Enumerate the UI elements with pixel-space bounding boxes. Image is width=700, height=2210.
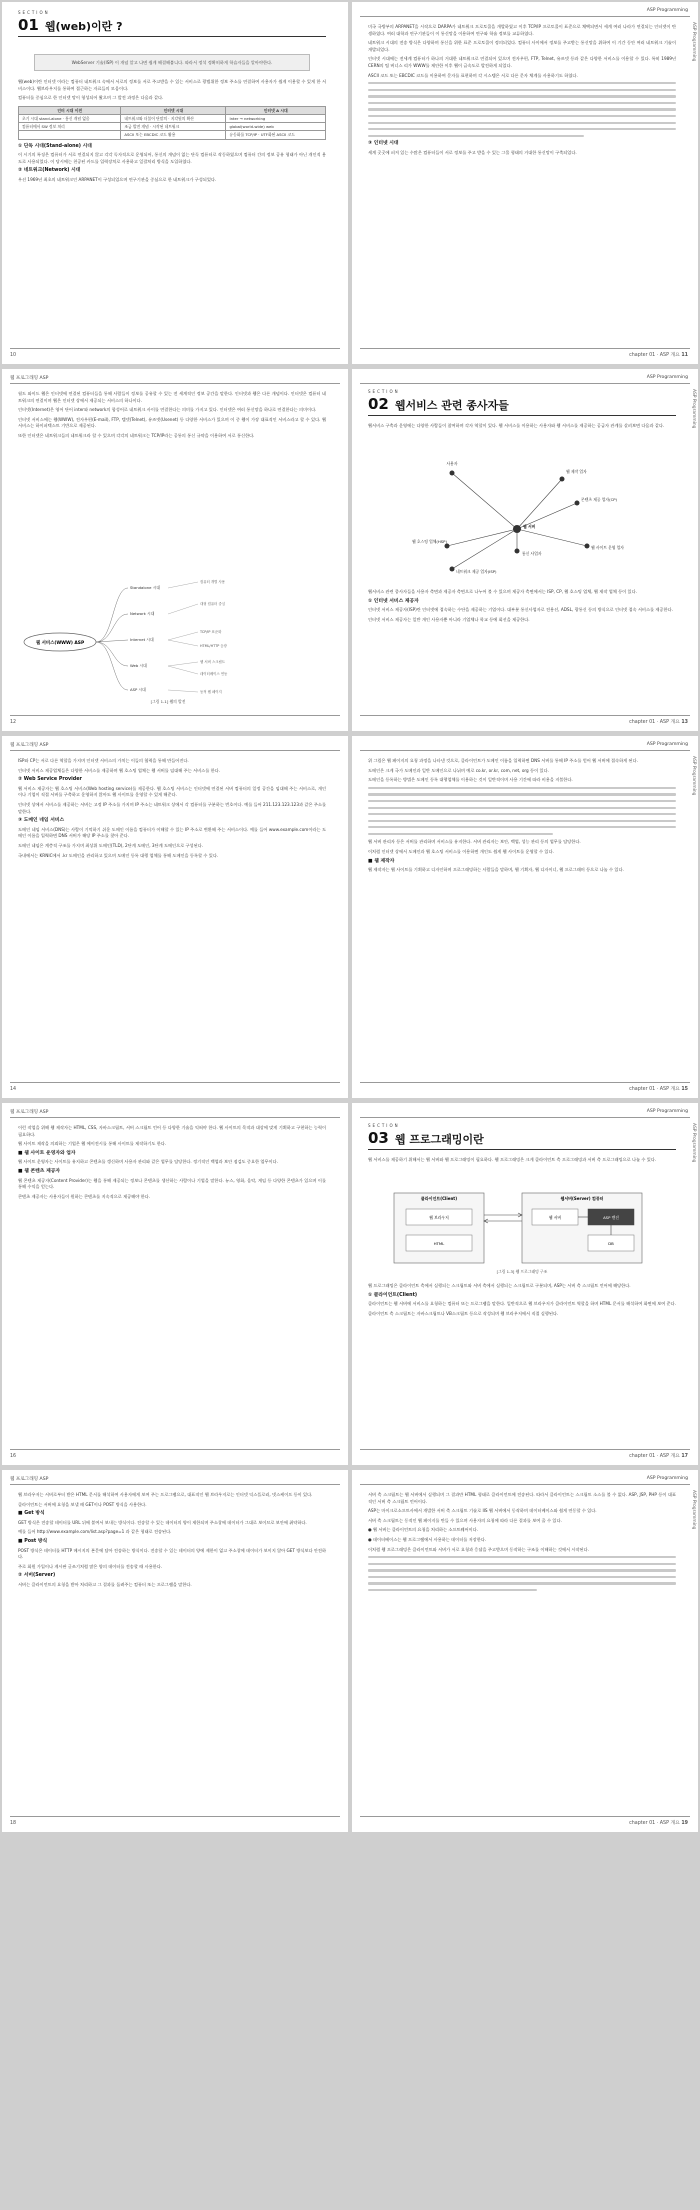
paragraph: 웹 사이트 운영자는 사이트를 유지하고 콘텐츠를 갱신하며 사용자 관리와 같은 업무를 담당한다. 정기적인 백업과 보안 점검도 중요한 업무이다. [18,1159,278,1165]
paragraph: 인터넷 서비스 제공업체들은 다양한 서비스를 제공하며 웹 호스팅 업체는 웹 서버를 임대해 주는 서비스를 한다. [18,767,221,773]
diagram-box: 웹 서버 [548,1215,562,1220]
footer-chapter: chapter 01 · ASP 개요 [629,1454,680,1459]
mindmap-leaf: 데이터베이스 연동 [200,672,228,676]
paragraph: 웹 사이트 제작을 의뢰하는 기업은 웹 에이전시를 통해 사이트를 제작하기도 한다. [18,1141,167,1147]
subheading: ■ 웹 제작자 [368,858,395,864]
mindmap-branch: Network 시대 [130,611,155,616]
paragraph: 컴퓨터를 중심으로 한 인터넷 망이 형성되어 왔으며 그 발전 과정은 다음과 같다. [18,95,164,101]
paragraph: 이 시기의 특징은 컴퓨터가 서로 연결되지 않고 각각 독자적으로 운영되어, 통신의 개념이 없는 단독 컴퓨터로 작동하였으며 컴퓨터 간의 정보 공유 형태가 아닌 개인적 용도로 사용되었다. 이 당시에는 천공된 카드를 입력장치로 사용하고 일괄처리 방식을 도입하였다. [18,152,326,164]
paragraph: 웹 서버 관리자 등은 서버를 관리하며 서비스를 유지한다. 서버 관리자는 보안, 백업, 성능 관리 등의 업무를 담당한다. [368,839,581,845]
paragraph: 인터넷 상에서 서비스를 제공하는 서버는 고정 IP 주소를 가지며 IP 주소는 네트워크 상에서 각 컴퓨터를 구분하는 번호이다. 예를 들어 211.123.123.123과 같은 주소를 말한다. [18,801,326,814]
paragraph: 웹서비스 구축과 운영에는 다양한 사람들이 참여하며 각자 역할이 있다. 웹 서비스를 이용하는 사용자와 웹 서비스를 제공하는 공급자 관계를 살펴보면 다음과 같다. [368,423,665,428]
paragraph: 도메인 네임은 계층적 구조를 가지며 최상위 도메인(TLD), 2단계 도메인, 3단계 도메인으로 구성된다. [18,842,204,848]
page-15 [352,736,698,1098]
paragraph: 클라이언트 측 스크립트는 자바스크립트나 VB스크립트 등으로 작성되며 웹 브라우저에서 직접 실행된다. [368,1310,559,1316]
diagram-box: DB [608,1241,614,1246]
table-row [19,131,326,139]
paragraph: 인터넷(Internet)은 영어 단어 inter와 network의 합성어로 네트워크 사이를 연결한다는 의미를 가지고 있다. 인터넷은 여러 통신망을 하나로 연결한다는 의미이다. [18,407,317,413]
page-number: 16 [10,1454,17,1459]
mindmap-branch: Standalone 시대 [130,585,161,590]
paragraph: 이처럼 인터넷 상에서 도메인과 웹 호스팅 서비스를 이용하면 개인도 쉽게 웹 사이트를 운영할 수 있다. [368,849,554,854]
running-header: ASP Programming [646,742,688,747]
paragraph: POST 방식은 데이터를 HTTP 메시지의 본문에 담아 전송하는 방식이다. 전송할 수 있는 데이터의 양에 제한이 없고 주소창에 데이터가 보이지 않아 GET 방식보다 안전하다. [18,1547,326,1560]
diagram-box: ASP 엔진 [603,1215,619,1220]
subheading: ① 단독 시대(Stand-alone) 시대 [18,143,92,149]
web-programming-diagram [392,1189,652,1275]
table-cell: 네트워크와 더불어 단말의 · 지각원의 확산 [121,114,226,122]
subheading: ② 서버(Server) [18,1573,56,1579]
running-header: ASP Programming [646,1109,688,1114]
diagram-box: HTML [433,1241,445,1246]
figure-caption: [그림 1-3] 웹 프로그래밍 구조 [496,1269,548,1274]
section-number: 01 [18,16,39,34]
page-number: 11 [681,353,688,358]
paragraph: 웹 브라우저는 서버로부터 받은 HTML 문서를 해석하여 사용자에게 보여 주는 프로그램으로, 대표적인 웹 브라우저로는 인터넷 익스플로러, 넷스케이프 등이 있다. [18,1492,313,1497]
table-cell: Inter → networking [226,114,326,122]
paragraph: 클라이언트는 웹 서버에 서비스를 요청하는 컴퓨터 또는 프로그램을 말한다. 일반적으로 웹 브라우저가 클라이언트 역할을 하며 HTML 문서를 해석하여 화면에 보여 준다. [368,1301,676,1307]
paragraph: 세계 곳곳에 퍼져 있는 수많은 컴퓨터들이 서로 정보를 주고 받을 수 있는 그물 형태의 거대한 통신망이 구축되었다. [368,149,577,155]
paragraph: 웹 서비스 제공자는 웹 호스팅 서비스(Web hosting service)를 제공한다. 웹 호스팅 서비스는 인터넷에 연결된 서버 컴퓨터의 일정 공간을 임대해 주는 서비스로, 개인이나 기업이 직접 서버를 구축하고 운영하지 않아도 웹 사이트를 운영할 수 있게 해준다. [18,785,326,798]
page-14 [2,736,348,1098]
figure-caption: [그림 1-1] 웹의 발전 [150,699,186,704]
client-label: 클라이언트(Client) [420,1196,458,1201]
subheading: ③ 인터넷 시대 [368,141,399,147]
subheading: ② 네트워크(Network) 시대 [18,168,81,174]
mindmap-branch: Internet 시대 [130,637,154,642]
footer-chapter: chapter 01 · ASP 개요 [629,1821,680,1826]
table-cell: ASCII 또는 EBCDIC 코드 활용 [121,131,226,139]
page-number: 14 [10,1087,17,1092]
vertical-label: ASP Programming [691,389,696,429]
section-word: SECTION [18,10,50,15]
page-13 [352,369,698,731]
table-header: 인터 시대 이전 [19,106,121,114]
paragraph: 또한 인터넷은 네트워크들의 네트워크라 할 수 있으며 각각의 네트워크는 TCP/IP라는 공통의 통신 규약을 이용하여 서로 통신한다. [18,432,255,438]
page-17 [352,1103,698,1465]
paragraph: 국내에서는 KRNIC에서 .kr 도메인을 관리하고 있으며 도메인 등록 대행 업체를 통해 도메인을 등록할 수 있다. [18,852,219,858]
section-heading [368,389,676,416]
paragraph: 웹 제작자는 웹 사이트를 기획하고 디자인하며 프로그래밍하는 사람들을 말하며, 웹 기획자, 웹 디자이너, 웹 프로그래머 등으로 나눌 수 있다. [368,867,624,873]
table-cell [19,131,121,139]
web-evolution-mindmap [18,574,318,704]
table-row [19,123,326,131]
table-header: 인터넷 시대 [121,106,226,114]
page-19 [352,1470,698,1832]
vertical-label: ASP Programming [691,22,696,62]
footer-chapter: chapter 01 · ASP 개요 [629,1087,680,1092]
paragraph: 서버는 클라이언트의 요청을 받아 처리하고 그 결과를 돌려주는 컴퓨터 또는 프로그램을 말한다. [18,1581,192,1587]
diagram-node: 네트워크 제공 업자(ISP) [456,569,497,574]
paragraph: 인터넷 서비스에는 웹(WWW), 전자우편(E-mail), FTP, 텔넷(Telnet), 유즈넷(Usenet) 등 다양한 서비스가 있으며 이 중 웹이 가장 대표적인 서비스라고 할 수 있다. 웹 서비스는 하이퍼텍스트 기반으로 제공된다. [18,416,326,429]
paragraph: GET 방식은 전송할 데이터를 URL 뒤에 붙여서 보내는 방식이다. 전송할 수 있는 데이터의 양이 제한되며 주소창에 데이터가 그대로 보이므로 보안에 취약하다. [18,1519,307,1525]
mindmap-leaf: 컴퓨터 개별 사용 [200,580,226,584]
intro-box: WebServer 기술(ISP) 이 개념 알고 나면 쉽게 해결해봅니다. 따라서 정석 정확히하게 학습자들을 알아야한다. [34,54,310,71]
page-11 [352,2,698,364]
paragraph: 인터넷 서비스 제공자는 일반 개인 사용자뿐 아니라 기업체나 학교 등에 회선을 제공한다. [368,616,530,622]
running-header: 웹 프로그래밍 ASP [10,376,49,381]
table-cell: 유동화를 TCP/IP · UTF화된 ASCII 코드 [226,131,326,139]
mindmap-leaf: TCP/IP 표준화 [200,630,222,634]
bullet-item: ● 웹 서버는 클라이언트의 요청을 처리하는 소프트웨어이다. [368,1527,479,1533]
paragraph: 우선 1969년 최초의 네트워크인 ARPANET이 구성되었으며 연구기관을 중심으로 한 네트워크가 구성되었다. [18,176,217,182]
paragraph: ASP는 마이크로소프트사에서 개발한 서버 측 스크립트 기술로 IIS 웹 서버에서 동작하며 데이터베이스와 쉽게 연동할 수 있다. [368,1508,597,1514]
table-cell: 조금 발전 개념 · 시작된 네트워크 [121,123,226,131]
page-18 [2,1470,348,1832]
page-number: 17 [681,1454,688,1459]
paragraph: 웹서비스 관련 종사자들을 사용자 측면과 제공자 측면으로 나누어 볼 수 있으며 제공자 측면에서는 ISP, CP, 웹 호스팅 업체, 웹 제작 업체 등이 있다. [368,589,637,594]
vertical-label: ASP Programming [691,1123,696,1163]
paragraph: 콘텐츠 제공자는 사용자들이 원하는 콘텐츠를 지속적으로 제공해야 한다. [18,1193,151,1199]
diagram-node: 통신 사업자 [522,551,542,556]
mindmap-center-label: 웹 서비스(WWW) ASP [35,641,85,646]
paragraph: 서버 측 스크립트는 동적인 웹 페이지를 만들 수 있으며 사용자의 요청에 따라 다른 결과를 보여 줄 수 있다. [368,1517,562,1523]
table-header: 인터넷 A 시대 [226,106,326,114]
page-number: 15 [681,1087,688,1092]
page-10 [2,2,348,364]
table-row [19,114,326,122]
table-cell: 초기 시대 stand-alone · 통신 개념 없음 [19,114,121,122]
paragraph: 월드 와이드 웹은 인터넷에 연결된 컴퓨터들을 통해 사람들이 정보를 공유할 수 있는 전 세계적인 정보 공간을 말한다. 인터넷과 웹은 다른 개념이다. 인터넷은 컴퓨터 네트워크의 연결이며 웹은 인터넷 상에서 제공되는 서비스의 하나이다. [18,391,326,403]
bullet-item: ● 데이터베이스는 웹 프로그램에서 사용하는 데이터를 저장한다. [368,1536,487,1542]
paragraph: 웹 프로그래밍은 클라이언트 측에서 실행되는 스크립트와 서버 측에서 실행되는 스크립트로 구분되며, ASP는 서버 측 스크립트 언어에 해당한다. [368,1283,631,1288]
subheading: ① 클라이언트(Client) [368,1292,418,1298]
section-word: SECTION [368,1123,400,1128]
paragraph: ASCII 코드 또는 EBCDIC 코드를 이용하여 문자를 표현하며 각 시스템은 서로 다른 문자 체계를 사용하기도 하였다. [368,72,578,78]
running-header: 웹 프로그래밍 ASP [10,1110,49,1115]
table-cell: global(world-wide) web [226,123,326,131]
subheading: ■ 웹 사이트 운영자와 업자 [18,1150,76,1156]
paragraph: 네트워크 시대의 전송 방식은 다양하며 통신을 위한 표준 프로토콜이 정의되었다. 컴퓨터 사이에서 정보를 주고받는 통신망을 위하여 이 기간 동안 여러 네트워크 기술이 개발되었다. [368,40,676,52]
paragraph: 인터넷 서비스 제공자(ISP)란 인터넷에 접속하는 수단을 제공하는 기업이다. 대부분 통신사업자로 전용선, ADSL, 광통신 등의 방식으로 인터넷 접속 서비스를 제공한다. [368,607,673,613]
mindmap-branch: ASP 시대 [130,687,146,692]
paragraph: 서버 측 스크립트는 웹 서버에서 실행되며 그 결과만 HTML 형태로 클라이언트에 전송된다. 따라서 클라이언트는 스크립트 소스를 볼 수 없다. ASP, JSP, PHP 등이 대표적인 서버 측 스크립트 언어이다. [368,1492,676,1504]
paragraph: 도메인 네임 서비스(DNS)는 사람이 기억하기 쉬운 도메인 이름을 컴퓨터가 이해할 수 있는 IP 주소로 변환해 주는 서비스이다. 예를 들어 www.example.com이라는 도메인 이름을 입력하면 DNS 서버가 해당 IP 주소를 찾아 준다. [18,826,326,839]
subheading: ① 인터넷 서비스 제공자 [368,598,419,604]
paragraph: 이런 작업을 위해 웹 제작자는 HTML, CSS, 자바스크립트, 서버 스크립트 언어 등 다양한 기술을 익혀야 한다. 웹 사이트의 목적과 대상에 맞게 기획하고 구현하는 능력이 필요하다. [18,1125,326,1137]
page-number: 13 [681,720,688,725]
paragraph: 이처럼 웹 프로그래밍은 클라이언트와 서버가 서로 요청과 응답을 주고받으며 동작하는 구조를 이해하는 것에서 시작된다. [368,1546,589,1552]
page-number: 19 [681,1821,688,1826]
paragraph: 위 그림은 웹 페이지의 요청 과정을 나타낸 것으로, 클라이언트가 도메인 이름을 입력하면 DNS 서버를 통해 IP 주소를 얻어 웹 서버에 접속하게 된다. [368,758,638,763]
paragraph: ISP와 CP는 서로 다른 역할을 가지며 인터넷 서비스의 가치는 이들의 협력을 통해 만들어진다. [18,758,189,763]
running-header: ASP Programming [646,375,688,380]
subheading: ② Web Service Provider [18,777,82,783]
paragraph: 도메인은 크게 국가 도메인과 일반 도메인으로 나뉘며 예로 co.kr, or.kr, com, net, org 등이 있다. [368,767,549,773]
server-label: 웹서버(Server) 컴퓨터 [560,1196,604,1201]
footer-chapter: chapter 01 · ASP 개요 [629,353,680,358]
table-cell: 컴퓨터에서 SW 정보 처리 [19,123,121,131]
diagram-node: 웹 제작 업자 [566,469,587,474]
diagram-node: 웹 사이트 운영 업자 [591,545,624,550]
mindmap-leaf: HTML/HTTP 등장 [200,644,227,648]
diagram-node: 콘텐츠 제공 업자(CP) [581,497,617,502]
running-header: 웹 프로그래밍 ASP [10,1477,49,1482]
section-heading [368,1123,676,1150]
running-header: 웹 프로그래밍 ASP [10,743,49,748]
page-number: 12 [10,720,17,725]
page-12 [2,369,348,731]
paragraph: 미국 국방부의 ARPANET을 시작으로 DARPA가 네트워크 프로토콜을 개발하였고 이후 TCP/IP 프로토콜이 표준으로 채택되면서 세계 여러 나라가 연결되는 인터넷이 탄생하였다. 여러 대학과 연구기관들이 이 통신망을 이용하여 연구와 학술 정보를 교류하였다. [368,24,676,36]
diagram-node: 사용자 [446,461,458,466]
subheading: ■ Get 방식 [18,1511,45,1517]
section-word: SECTION [368,389,400,394]
page-number: 10 [10,353,17,358]
running-header: ASP Programming [646,1476,688,1481]
paragraph: 웹 콘텐츠 제공자(Content Provider)는 웹을 통해 제공되는 정보나 콘텐츠를 생산하는 사람이나 기업을 말한다. 뉴스, 영화, 음악, 게임 등 다양한 콘텐츠가 있으며 이를 통해 수익을 얻는다. [18,1177,326,1190]
vertical-label: ASP Programming [691,756,696,796]
paragraph: 주로 회원 가입이나 게시판 글쓰기처럼 많은 양의 데이터를 전송할 때 사용한다. [18,1563,163,1569]
page-number: 18 [10,1821,17,1826]
paragraph: 웹 서비스를 제공하기 위해서는 웹 서버와 웹 프로그래밍이 필요하다. 웹 프로그래밍은 크게 클라이언트 측 프로그래밍과 서버 측 프로그래밍으로 나눌 수 있다. [368,1157,657,1162]
section-heading [18,10,326,37]
era-table [18,106,326,140]
subheading: ③ 도메인 네임 서비스 [18,818,65,824]
mindmap-leaf: 동적 웹 페이지 [200,690,222,694]
paragraph: 예를 들어 http://www.example.com/list.asp?page=1 과 같은 형태로 전송된다. [18,1529,172,1535]
diagram-node: 웹 호스팅 업체(HSP) [412,539,447,544]
paragraph: 인터넷 시대에는 전세계 컴퓨터가 하나의 거대한 네트워크로 연결되어 있으며 전자우편, FTP, Telnet, 유즈넷 등과 같은 다양한 서비스를 이용할 수 있다. 특히 1989년 CERN의 팀 버너스 리가 WWW를 제안한 이후 웹이 급속도로 발전하게 되었다. [368,56,676,68]
diagram-node: 웹 서버 [523,524,536,529]
subheading: ■ Post 방식 [18,1538,48,1544]
paragraph: 웹(web)이란 인터넷 이라는 컴퓨터 네트워크 속에서 서로의 정보를 서로 주고받을 수 있는 서비스로 광범위한 정보 주소를 연결하여 사용자가 쉽게 이용할 수 있게 한 서비스이다. 웹브라우저를 통하여 접근하는 자료들의 모음이다. [18,79,326,91]
footer-chapter: chapter 01 · ASP 개요 [629,720,680,725]
diagram-box: 웹 브라우저 [429,1215,449,1220]
running-header: ASP Programming [646,8,688,13]
page-16 [2,1103,348,1465]
paragraph: 도메인을 등록하는 방법은 도메인 등록 대행업체를 이용하는 것이 일반적이며 사용 기간에 따라 비용을 지불한다. [368,777,573,783]
section-number: 02 [368,395,389,413]
stakeholder-diagram [392,451,642,581]
mindmap-leaf: 대형 컴퓨터 중심 [200,602,226,606]
mindmap-leaf: 웹 서버 스크립트 [200,660,226,664]
section-title: 웹(web)이란 ? [44,20,123,33]
section-title: 웹서비스 관련 종사자들 [394,399,509,412]
paragraph: 클라이언트는 서버에 요청을 보낼 때 GET이나 POST 방식을 사용한다. [18,1501,147,1507]
mindmap-branch: Web 시대 [130,663,147,668]
vertical-label: ASP Programming [691,1490,696,1530]
section-number: 03 [368,1129,389,1147]
subheading: ■ 웹 콘텐츠 제공자 [18,1168,60,1174]
section-title: 웹 프로그래밍이란 [394,1133,484,1146]
